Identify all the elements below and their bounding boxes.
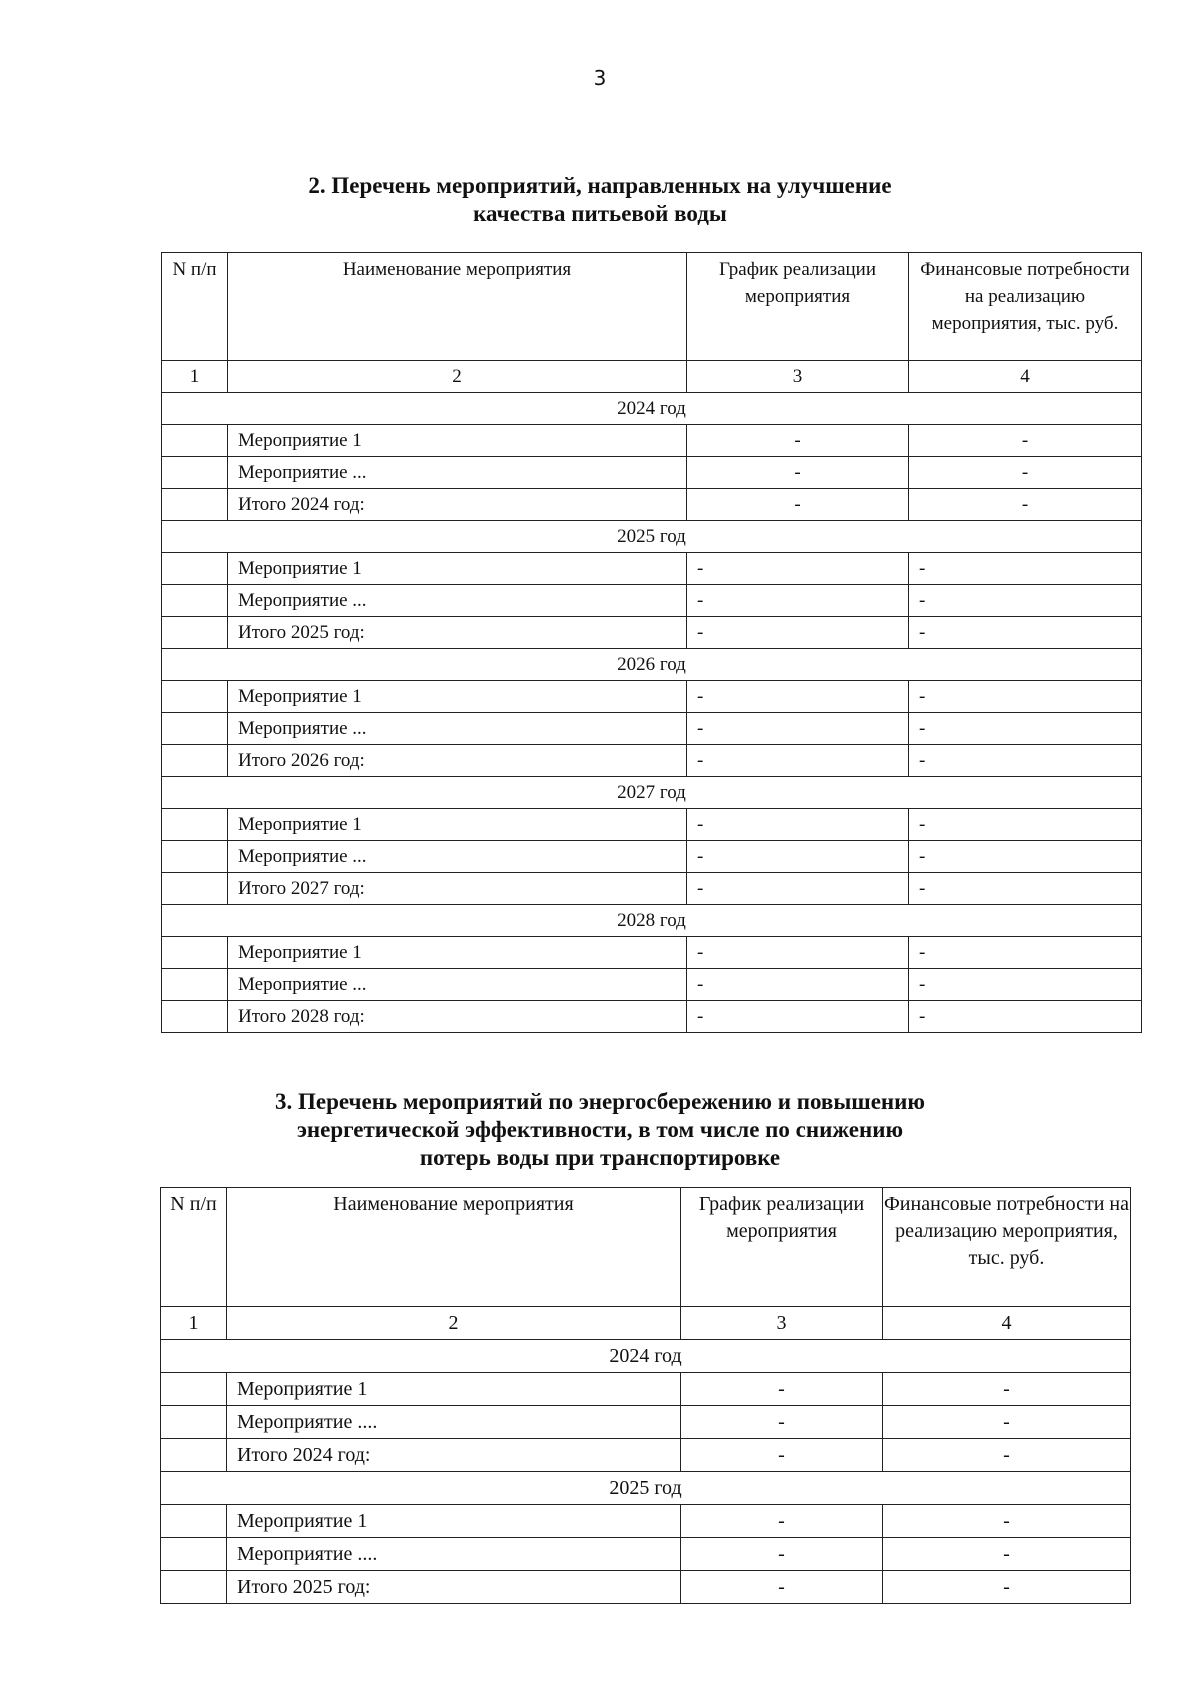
energy-saving-measures-table [160,1187,1131,1604]
header-name: Наименование мероприятия [227,1188,681,1307]
table-row [161,1505,1131,1538]
finance-cell: - [883,1505,1131,1538]
table-row [162,585,1142,617]
schedule-cell: - [687,713,909,745]
row-num-cell [162,617,228,649]
row-num-cell [161,1505,227,1538]
table-row [161,1439,1131,1472]
schedule-cell: - [681,1439,883,1472]
row-num-cell [161,1439,227,1472]
measure-name-cell: Мероприятие 1 [228,425,687,457]
year-label: 2026 год [162,649,1142,681]
table-row [162,617,1142,649]
schedule-cell: - [687,681,909,713]
table-row [162,873,1142,905]
finance-cell: - [909,873,1142,905]
row-num-cell [162,553,228,585]
measure-name-cell: Мероприятие 1 [227,1505,681,1538]
table-row [162,553,1142,585]
finance-cell: - [883,1538,1131,1571]
finance-cell: - [883,1373,1131,1406]
measure-name-cell: Мероприятие 1 [228,553,687,585]
header-finance: Финансовые потребности на реализацию мероприятия, тыс. руб. [883,1188,1131,1307]
table-row [162,681,1142,713]
measure-name-cell: Мероприятие 1 [228,809,687,841]
finance-cell: - [909,809,1142,841]
measure-name-cell: Мероприятие ... [228,457,687,489]
measure-name-cell: Мероприятие .... [227,1406,681,1439]
schedule-cell: - [687,937,909,969]
table-header-row [162,253,1142,361]
measure-name-cell: Мероприятие 1 [228,681,687,713]
schedule-cell: - [687,809,909,841]
row-num-cell [162,969,228,1001]
schedule-cell: - [681,1505,883,1538]
table-row [161,1538,1131,1571]
table-row [162,713,1142,745]
finance-cell: - [909,713,1142,745]
finance-cell: - [909,969,1142,1001]
measure-name-cell: Мероприятие 1 [228,937,687,969]
year-row [162,777,1142,809]
column-number-row [162,361,1142,393]
col-number-4: 4 [883,1307,1131,1340]
finance-cell: - [909,553,1142,585]
year-row [161,1340,1131,1373]
row-num-cell [162,841,228,873]
finance-cell: - [883,1439,1131,1472]
row-num-cell [162,457,228,489]
col-number-3: 3 [687,361,909,393]
header-num: N п/п [161,1188,227,1307]
col-number-1: 1 [161,1307,227,1340]
table-row [162,809,1142,841]
measure-name-cell: Итого 2028 год: [228,1001,687,1033]
col-number-4: 4 [909,361,1142,393]
row-num-cell [162,713,228,745]
row-num-cell [161,1406,227,1439]
year-label: 2024 год [162,393,1142,425]
section-3-title-line-2: энергетической эффективности, в том числе по снижению [296,1117,904,1142]
schedule-cell: - [687,745,909,777]
year-label: 2024 год [161,1340,1131,1373]
measure-name-cell: Итого 2026 год: [228,745,687,777]
schedule-cell: - [687,585,909,617]
table-row [162,457,1142,489]
year-label: 2025 год [161,1472,1131,1505]
finance-cell: - [909,585,1142,617]
measure-name-cell: Мероприятие 1 [227,1373,681,1406]
header-num: N п/п [162,253,228,361]
schedule-cell: - [687,457,909,489]
table-row [161,1406,1131,1439]
finance-cell: - [909,745,1142,777]
section-3-title-line-3: потерь воды при транспортировке [419,1145,781,1170]
finance-cell: - [909,937,1142,969]
row-num-cell [162,873,228,905]
schedule-cell: - [687,617,909,649]
finance-cell: - [909,841,1142,873]
col-number-1: 1 [162,361,228,393]
finance-cell: - [883,1571,1131,1604]
table-row [162,489,1142,521]
measure-name-cell: Итого 2025 год: [227,1571,681,1604]
measure-name-cell: Мероприятие .... [227,1538,681,1571]
row-num-cell [162,809,228,841]
schedule-cell: - [687,1001,909,1033]
header-finance: Финансовые потребности на реализацию мероприятия, тыс. руб. [909,253,1142,361]
year-label: 2027 год [162,777,1142,809]
section-3-title-line-1: 3. Перечень мероприятий по энергосбережению и повышению [275,1089,925,1114]
measure-name-cell: Мероприятие ... [228,969,687,1001]
schedule-cell: - [681,1406,883,1439]
finance-cell: - [909,489,1142,521]
schedule-cell: - [687,841,909,873]
schedule-cell: - [687,425,909,457]
section-2-title-line-1: 2. Перечень мероприятий, направленных на улучшение [308,173,892,198]
year-row [161,1472,1131,1505]
year-label: 2025 год [162,521,1142,553]
measure-name-cell: Итого 2024 год: [228,489,687,521]
col-number-2: 2 [227,1307,681,1340]
row-num-cell [162,585,228,617]
section-3-title [150,1088,1050,1172]
measure-name-cell: Мероприятие ... [228,713,687,745]
schedule-cell: - [687,873,909,905]
table-row [162,1001,1142,1033]
col-number-2: 2 [228,361,687,393]
page-number: 3 [593,66,607,90]
table-header-row [161,1188,1131,1307]
schedule-cell: - [681,1373,883,1406]
col-number-3: 3 [681,1307,883,1340]
finance-cell: - [909,617,1142,649]
measure-name-cell: Мероприятие ... [228,841,687,873]
row-num-cell [161,1571,227,1604]
schedule-cell: - [681,1571,883,1604]
drinking-water-measures-table [161,252,1142,1033]
section-2-title [150,172,1050,228]
table-row [162,745,1142,777]
finance-cell: - [883,1406,1131,1439]
measure-name-cell: Мероприятие ... [228,585,687,617]
year-row [162,649,1142,681]
measure-name-cell: Итого 2027 год: [228,873,687,905]
table-row [161,1373,1131,1406]
finance-cell: - [909,457,1142,489]
schedule-cell: - [681,1538,883,1571]
section-2-title-line-2: качества питьевой воды [473,201,727,226]
header-schedule: График реализации мероприятия [681,1188,883,1307]
finance-cell: - [909,425,1142,457]
row-num-cell [162,681,228,713]
table-row [162,969,1142,1001]
table-row [162,425,1142,457]
header-schedule: График реализации мероприятия [687,253,909,361]
schedule-cell: - [687,553,909,585]
row-num-cell [161,1373,227,1406]
year-row [162,521,1142,553]
table-row [161,1571,1131,1604]
schedule-cell: - [687,969,909,1001]
row-num-cell [161,1538,227,1571]
column-number-row [161,1307,1131,1340]
row-num-cell [162,745,228,777]
row-num-cell [162,1001,228,1033]
year-row [162,393,1142,425]
table-row [162,937,1142,969]
row-num-cell [162,425,228,457]
finance-cell: - [909,681,1142,713]
measure-name-cell: Итого 2025 год: [228,617,687,649]
row-num-cell [162,937,228,969]
table-row [162,841,1142,873]
row-num-cell [162,489,228,521]
finance-cell: - [909,1001,1142,1033]
measure-name-cell: Итого 2024 год: [227,1439,681,1472]
year-label: 2028 год [162,905,1142,937]
header-name: Наименование мероприятия [228,253,687,361]
year-row [162,905,1142,937]
schedule-cell: - [687,489,909,521]
